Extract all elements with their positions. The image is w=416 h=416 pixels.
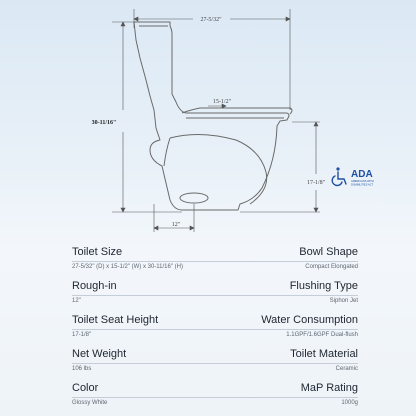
spec-label: Rough-in	[72, 280, 117, 292]
wheelchair-icon	[332, 167, 346, 185]
spec-value: Glossy White	[72, 400, 108, 406]
spec-value: 12"	[72, 298, 81, 304]
spec-table	[72, 238, 358, 414]
spec-label: Water Consumption	[261, 314, 358, 326]
spec-label: Bowl Shape	[299, 246, 358, 258]
spec-label: Toilet Seat Height	[72, 314, 159, 326]
spec-row-rough-in	[72, 272, 358, 310]
spec-value: Compact Elongated	[305, 264, 358, 270]
spec-row-seat-height	[72, 306, 358, 344]
divider	[72, 295, 358, 296]
rough-in-dim-label: 12"	[171, 222, 181, 228]
spec-row-color	[72, 374, 358, 412]
spec-value: 1.1GPF/1.6GPF Dual-flush	[286, 332, 358, 338]
spec-label: Toilet Size	[72, 246, 123, 258]
spec-value: 106 lbs	[72, 366, 92, 372]
ada-logo	[332, 167, 374, 186]
height-dim-label: 30-11/16"	[91, 120, 117, 126]
divider	[72, 397, 358, 398]
spec-value: 1000g	[341, 400, 358, 406]
spec-label: Flushing Type	[289, 280, 358, 292]
toilet-outline	[134, 22, 292, 210]
seat-dim-label: 15-1/2"	[212, 99, 232, 105]
divider	[72, 329, 358, 330]
spec-label: Toilet Material	[290, 348, 358, 360]
spec-label: Net Weight	[72, 348, 127, 360]
ada-sub-line2: DISABILITIES ACT	[351, 183, 374, 187]
spec-value: Siphon Jet	[329, 298, 358, 304]
seat-height-dim-label: 17-1/8"	[306, 180, 326, 186]
spec-row-net-weight	[72, 340, 358, 378]
divider	[72, 261, 358, 262]
spec-row-toilet-size	[72, 238, 358, 276]
spec-label: MaP Rating	[300, 382, 358, 394]
ada-label: ADA	[351, 169, 373, 180]
width-dim-label: 27-5/32"	[200, 17, 222, 23]
spec-label: Color	[72, 382, 99, 394]
divider	[72, 363, 358, 364]
spec-value: 27-5/32" (D) x 15-1/2" (W) x 30-11/16" (H)	[72, 264, 183, 270]
spec-value: 17-1/8"	[72, 332, 92, 338]
top-dimension	[134, 9, 290, 110]
spec-value: Ceramic	[335, 366, 358, 372]
ada-sub-line1: AMERICANS WITH	[351, 180, 374, 183]
